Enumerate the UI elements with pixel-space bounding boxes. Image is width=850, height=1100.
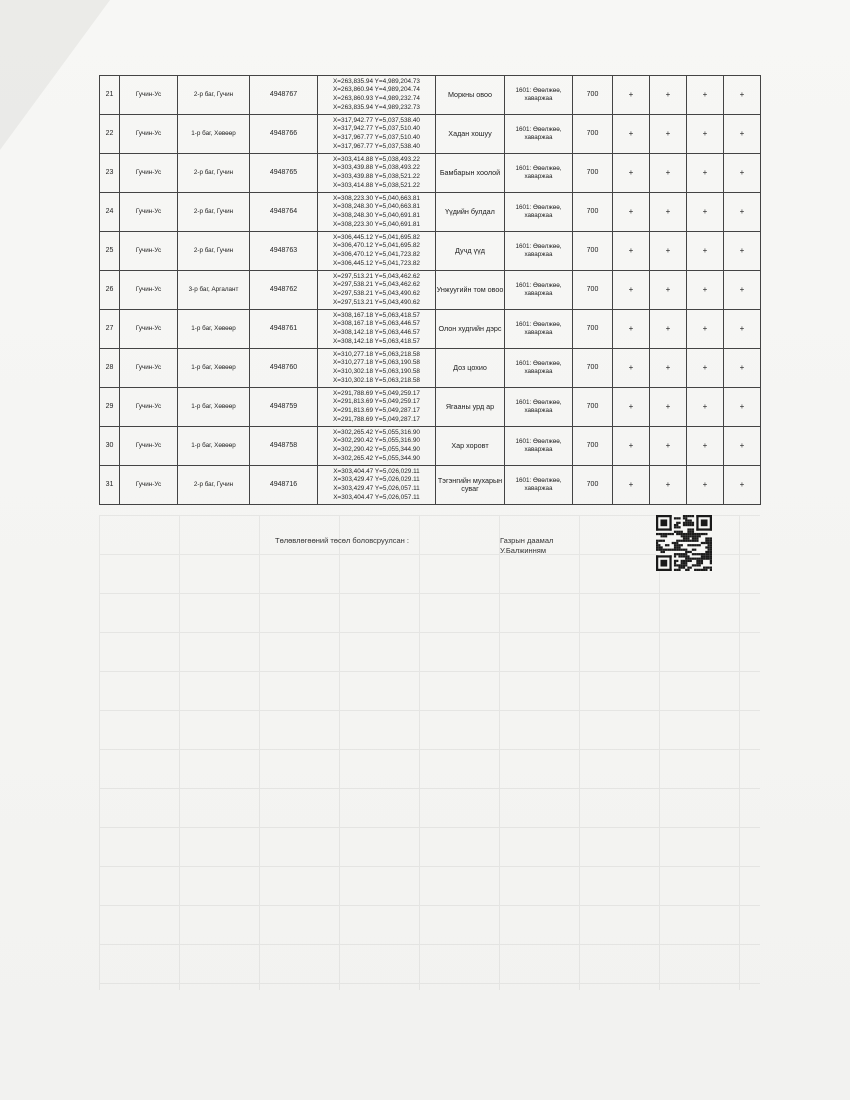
coordinate-line: X=297,513.21 Y=5,043,490.62: [333, 298, 420, 306]
coordinate-line: X=317,967.77 Y=5,037,538.40: [333, 142, 420, 150]
soum-name: Гучин-Ус: [120, 388, 178, 427]
coordinate-line: X=310,302.18 Y=5,063,190.58: [333, 368, 420, 375]
mark-4: +: [724, 388, 761, 427]
mark-2: +: [650, 232, 687, 271]
qr-code-icon: [654, 515, 714, 571]
mark-1: +: [613, 115, 650, 154]
table-row: [100, 193, 761, 232]
parcel-code: 4948764: [250, 193, 318, 232]
soum-name: Гучин-Ус: [120, 466, 178, 505]
row-number: 29: [100, 388, 120, 427]
coordinate-line: X=306,445.12 Y=5,041,723.82: [333, 259, 420, 267]
coordinate-line: X=306,470.12 Y=5,041,723.82: [333, 251, 420, 258]
coordinate-line: X=303,404.47 Y=5,026,029.11: [333, 467, 420, 475]
table-row: [100, 388, 761, 427]
place-name: Үүдийн булдал: [436, 193, 505, 232]
row-number: 21: [100, 76, 120, 115]
mark-4: +: [724, 115, 761, 154]
officer-name: У.Балжинням: [500, 546, 547, 555]
land-use-type: 1601: Өвөлжөө, хаваржаа: [505, 427, 573, 466]
table-row: [100, 115, 761, 154]
soum-name: Гучин-Ус: [120, 349, 178, 388]
mark-3: +: [687, 193, 724, 232]
soum-name: Гучин-Ус: [120, 232, 178, 271]
mark-1: +: [613, 466, 650, 505]
mark-2: +: [650, 388, 687, 427]
coordinate-line: X=303,404.47 Y=5,026,057.11: [333, 493, 420, 501]
mark-1: +: [613, 76, 650, 115]
mark-3: +: [687, 271, 724, 310]
mark-3: +: [687, 115, 724, 154]
coordinate-line: X=302,265.42 Y=5,055,316.90: [333, 428, 420, 436]
bag-name: 1-р баг, Хөвөөр: [178, 427, 250, 466]
coordinate-line: X=303,429.47 Y=5,026,057.11: [333, 485, 420, 492]
mark-2: +: [650, 466, 687, 505]
parcel-code: 4948766: [250, 115, 318, 154]
land-use-type: 1601: Өвөлжөө, хаваржаа: [505, 193, 573, 232]
bag-name: 1-р баг, Хөвөөр: [178, 388, 250, 427]
place-name: Хадан хошуу: [436, 115, 505, 154]
mark-1: +: [613, 193, 650, 232]
mark-3: +: [687, 427, 724, 466]
soum-name: Гучин-Ус: [120, 310, 178, 349]
soum-name: Гучин-Ус: [120, 271, 178, 310]
parcel-code: 4948760: [250, 349, 318, 388]
area-value: 700: [573, 232, 613, 271]
row-number: 31: [100, 466, 120, 505]
area-value: 700: [573, 388, 613, 427]
coordinate-line: X=308,167.18 Y=5,063,446.57: [333, 320, 420, 328]
row-number: 27: [100, 310, 120, 349]
soum-name: Гучин-Ус: [120, 154, 178, 193]
coordinate-line: X=291,788.69 Y=5,049,287.17: [333, 415, 420, 423]
mark-1: +: [613, 310, 650, 349]
coordinate-line: X=306,445.12 Y=5,041,695.82: [333, 233, 420, 241]
table-row: [100, 76, 761, 115]
parcel-code: 4948765: [250, 154, 318, 193]
bag-name: 1-р баг, Хөвөөр: [178, 349, 250, 388]
coordinates: [318, 349, 436, 388]
mark-4: +: [724, 427, 761, 466]
coordinate-line: X=302,290.42 Y=5,055,344.90: [333, 446, 420, 453]
mark-2: +: [650, 271, 687, 310]
coordinate-line: X=310,277.18 Y=5,063,190.58: [333, 359, 420, 367]
mark-3: +: [687, 388, 724, 427]
mark-1: +: [613, 349, 650, 388]
prepared-by-label: Төлөвлөгөөний төсөл боловсруулсан :: [275, 536, 409, 545]
table-row: [100, 154, 761, 193]
coordinates: [318, 232, 436, 271]
mark-2: +: [650, 349, 687, 388]
parcel-code: 4948767: [250, 76, 318, 115]
mark-1: +: [613, 232, 650, 271]
parcel-code: 4948763: [250, 232, 318, 271]
bag-name: 2-р баг, Гучин: [178, 232, 250, 271]
mark-4: +: [724, 154, 761, 193]
mark-3: +: [687, 232, 724, 271]
mark-2: +: [650, 193, 687, 232]
land-use-type: 1601: Өвөлжөө, хаваржаа: [505, 232, 573, 271]
table-body: [100, 76, 761, 505]
row-number: 28: [100, 349, 120, 388]
mark-2: +: [650, 115, 687, 154]
mark-4: +: [724, 310, 761, 349]
coordinates: [318, 115, 436, 154]
table-row: [100, 310, 761, 349]
place-name: Моркны овоо: [436, 76, 505, 115]
folded-corner-shadow: [0, 0, 110, 150]
coordinate-line: X=308,223.30 Y=5,040,691.81: [333, 220, 420, 228]
coordinate-line: X=308,142.18 Y=5,063,418.57: [333, 337, 420, 345]
table-row: [100, 466, 761, 505]
coordinate-line: X=303,439.88 Y=5,038,493.22: [333, 164, 420, 172]
coordinate-line: X=310,277.18 Y=5,063,218.58: [333, 350, 420, 358]
coordinate-line: X=291,813.69 Y=5,049,259.17: [333, 398, 420, 406]
coordinates: [318, 427, 436, 466]
row-number: 23: [100, 154, 120, 193]
coordinate-line: X=297,538.21 Y=5,043,490.62: [333, 290, 420, 297]
coordinates: [318, 76, 436, 115]
table-row: [100, 427, 761, 466]
place-name: Унжуугийн том овоо: [436, 271, 505, 310]
bag-name: 2-р баг, Гучин: [178, 154, 250, 193]
land-use-type: 1601: Өвөлжөө, хаваржаа: [505, 466, 573, 505]
mark-3: +: [687, 466, 724, 505]
coordinate-line: X=303,414.88 Y=5,038,493.22: [333, 155, 420, 163]
mark-2: +: [650, 154, 687, 193]
place-name: Дучд үүд: [436, 232, 505, 271]
coordinate-line: X=317,942.77 Y=5,037,538.40: [333, 116, 420, 124]
coordinate-line: X=303,439.88 Y=5,038,521.22: [333, 173, 420, 180]
coordinate-line: X=317,942.77 Y=5,037,510.40: [333, 125, 420, 133]
area-value: 700: [573, 193, 613, 232]
land-use-type: 1601: Өвөлжөө, хаваржаа: [505, 154, 573, 193]
area-value: 700: [573, 427, 613, 466]
officer-title: Газрын даамал: [500, 536, 554, 545]
area-value: 700: [573, 349, 613, 388]
soum-name: Гучин-Ус: [120, 193, 178, 232]
bag-name: 2-р баг, Гучин: [178, 466, 250, 505]
coordinate-line: X=297,513.21 Y=5,043,462.62: [333, 272, 420, 280]
mark-2: +: [650, 310, 687, 349]
land-use-type: 1601: Өвөлжөө, хаваржаа: [505, 349, 573, 388]
coordinate-line: X=263,835.94 Y=4,989,204.73: [333, 77, 420, 85]
mark-4: +: [724, 271, 761, 310]
mark-4: +: [724, 349, 761, 388]
bag-name: 1-р баг, Хөвөөр: [178, 310, 250, 349]
bag-name: 3-р баг, Аргалант: [178, 271, 250, 310]
mark-3: +: [687, 310, 724, 349]
land-allocation-table: [99, 75, 761, 505]
place-name: Доз цохио: [436, 349, 505, 388]
mark-1: +: [613, 271, 650, 310]
table-row: [100, 271, 761, 310]
mark-2: +: [650, 427, 687, 466]
area-value: 700: [573, 466, 613, 505]
coordinate-line: X=308,248.30 Y=5,040,663.81: [333, 203, 420, 211]
coordinate-line: X=310,302.18 Y=5,063,218.58: [333, 376, 420, 384]
place-name: Хар хоровт: [436, 427, 505, 466]
area-value: 700: [573, 154, 613, 193]
area-value: 700: [573, 310, 613, 349]
mark-1: +: [613, 154, 650, 193]
mark-1: +: [613, 427, 650, 466]
land-use-type: 1601: Өвөлжөө, хаваржаа: [505, 271, 573, 310]
land-use-type: 1601: Өвөлжөө, хаваржаа: [505, 310, 573, 349]
bag-name: 1-р баг, Хөвөөр: [178, 115, 250, 154]
row-number: 24: [100, 193, 120, 232]
row-number: 30: [100, 427, 120, 466]
mark-4: +: [724, 76, 761, 115]
coordinate-line: X=317,967.77 Y=5,037,510.40: [333, 134, 420, 141]
place-name: Олон худгийн дэрс: [436, 310, 505, 349]
coordinate-line: X=308,167.18 Y=5,063,418.57: [333, 311, 420, 319]
coordinates: [318, 388, 436, 427]
mark-3: +: [687, 154, 724, 193]
signature-block: [0, 536, 850, 576]
coordinates: [318, 466, 436, 505]
land-use-type: 1601: Өвөлжөө, хаваржаа: [505, 388, 573, 427]
coordinates: [318, 310, 436, 349]
mark-3: +: [687, 349, 724, 388]
coordinate-line: X=291,788.69 Y=5,049,259.17: [333, 389, 420, 397]
parcel-code: 4948762: [250, 271, 318, 310]
area-value: 700: [573, 271, 613, 310]
parcel-code: 4948758: [250, 427, 318, 466]
row-number: 26: [100, 271, 120, 310]
coordinates: [318, 271, 436, 310]
mark-4: +: [724, 466, 761, 505]
mark-4: +: [724, 193, 761, 232]
parcel-code: 4948761: [250, 310, 318, 349]
bag-name: 2-р баг, Гучин: [178, 76, 250, 115]
soum-name: Гучин-Ус: [120, 427, 178, 466]
soum-name: Гучин-Ус: [120, 76, 178, 115]
table-row: [100, 349, 761, 388]
coordinate-line: X=308,142.18 Y=5,063,446.57: [333, 329, 420, 336]
table-row: [100, 232, 761, 271]
place-name: Тэгэнгийн мухарын суваг: [436, 466, 505, 505]
soum-name: Гучин-Ус: [120, 115, 178, 154]
land-use-type: 1601: Өвөлжөө, хаваржаа: [505, 76, 573, 115]
row-number: 25: [100, 232, 120, 271]
coordinate-line: X=306,470.12 Y=5,041,695.82: [333, 242, 420, 250]
land-use-type: 1601: Өвөлжөө, хаваржаа: [505, 115, 573, 154]
place-name: Бамбарын хоолой: [436, 154, 505, 193]
coordinate-line: X=291,813.69 Y=5,049,287.17: [333, 407, 420, 414]
coordinate-line: X=302,265.42 Y=5,055,344.90: [333, 454, 420, 462]
row-number: 22: [100, 115, 120, 154]
coordinate-line: X=303,414.88 Y=5,038,521.22: [333, 181, 420, 189]
bleed-through-table: [99, 515, 760, 990]
coordinates: [318, 193, 436, 232]
coordinate-line: X=263,860.93 Y=4,989,232.74: [333, 95, 420, 102]
mark-1: +: [613, 388, 650, 427]
mark-4: +: [724, 232, 761, 271]
coordinate-line: X=263,835.94 Y=4,989,232.73: [333, 103, 420, 111]
coordinate-line: X=308,223.30 Y=5,040,663.81: [333, 194, 420, 202]
place-name: Ягааны урд ар: [436, 388, 505, 427]
mark-2: +: [650, 76, 687, 115]
coordinate-line: X=303,429.47 Y=5,026,029.11: [333, 476, 420, 484]
coordinate-line: X=302,290.42 Y=5,055,316.90: [333, 437, 420, 445]
coordinates: [318, 154, 436, 193]
mark-3: +: [687, 76, 724, 115]
area-value: 700: [573, 115, 613, 154]
area-value: 700: [573, 76, 613, 115]
bag-name: 2-р баг, Гучин: [178, 193, 250, 232]
parcel-code: 4948716: [250, 466, 318, 505]
coordinate-line: X=263,860.94 Y=4,989,204.74: [333, 86, 420, 94]
coordinate-line: X=297,538.21 Y=5,043,462.62: [333, 281, 420, 289]
parcel-code: 4948759: [250, 388, 318, 427]
coordinate-line: X=308,248.30 Y=5,040,691.81: [333, 212, 420, 219]
